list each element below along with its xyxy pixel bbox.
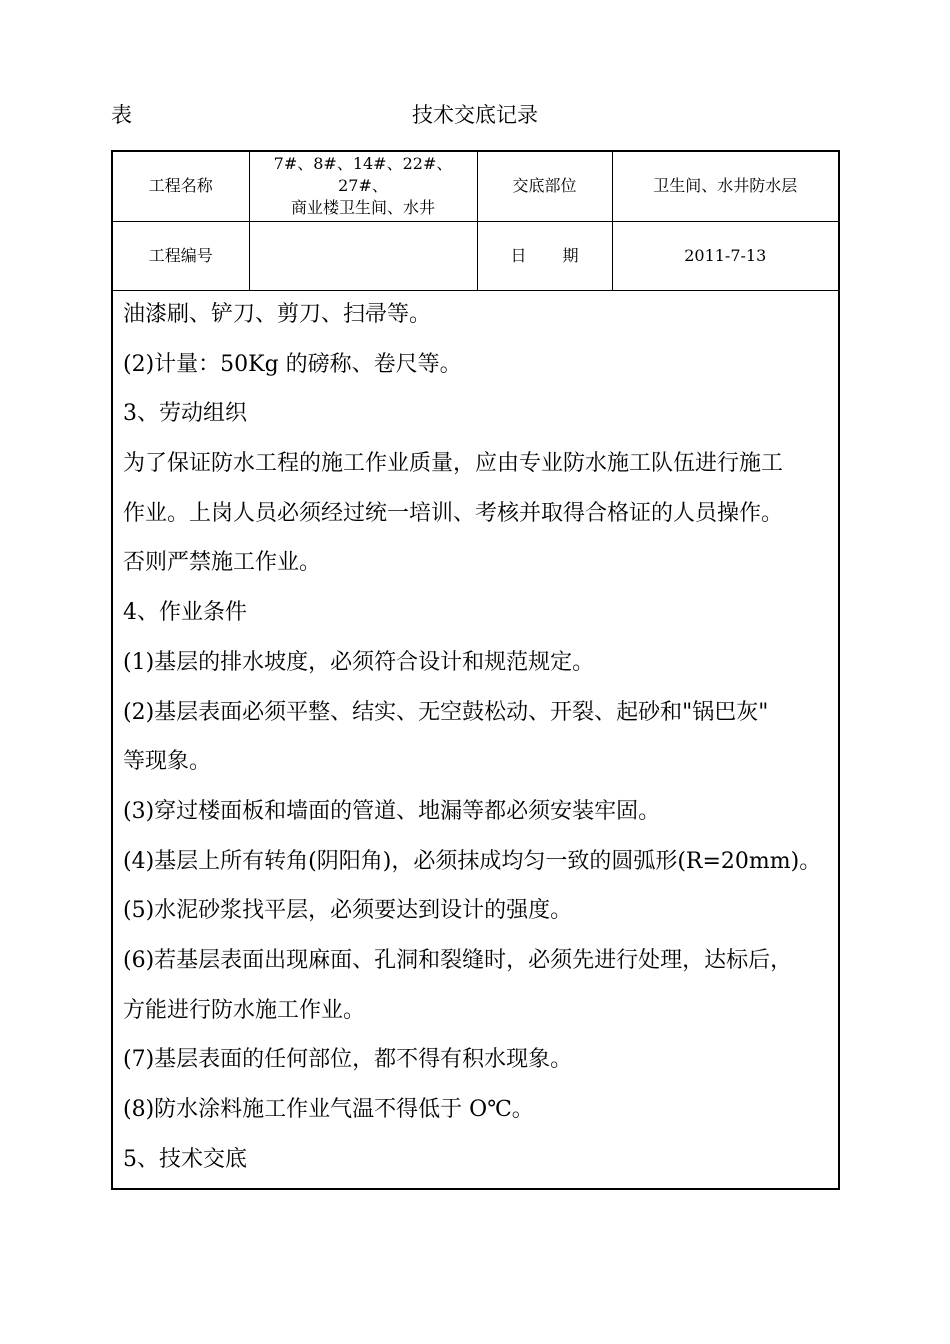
content-line: (4)基层上所有转角(阴阳角)，必须抹成均匀一致的圆弧形(R=20mm)。 [123, 848, 822, 874]
record-frame [111, 150, 840, 1190]
content-line: 作业。上岗人员必须经过统一培训、考核并取得合格证的人员操作。 [123, 500, 784, 526]
content-line: (8)防水涂料施工作业气温不得低于 O℃。 [123, 1097, 534, 1122]
project-name-label: 工程名称 [113, 152, 249, 221]
project-name-line-1: 7#、8#、14#、22#、27#、 [273, 154, 453, 196]
date-label-left: 日 [510, 245, 527, 265]
content-line: (1)基层的排水坡度，必须符合设计和规范规定。 [123, 649, 595, 675]
date-label-right: 期 [562, 245, 579, 265]
content-line: 等现象。 [123, 749, 212, 775]
project-number-label: 工程编号 [113, 221, 249, 290]
handover-area-value: 卫生间、水井防水层 [612, 152, 838, 221]
section-heading: 4、作业条件 [123, 600, 247, 626]
table-row [113, 152, 838, 221]
project-info-table [113, 152, 838, 291]
date-label [477, 221, 612, 290]
project-name-value [249, 152, 477, 221]
content-line: (7)基层表面的任何部位，都不得有积水现象。 [123, 1047, 573, 1073]
content-line: (3)穿过楼面板和墙面的管道、地漏等都必须安装牢固。 [123, 798, 661, 824]
handover-area-label: 交底部位 [477, 152, 612, 221]
content-line: (5)水泥砂浆找平层，必须要达到设计的强度。 [123, 898, 573, 924]
project-name-line-2: 商业楼卫生间、水井 [290, 198, 435, 218]
content-line: 否则严禁施工作业。 [123, 550, 322, 576]
content-line: (2)计量：50Kg 的磅称、卷尺等。 [123, 351, 462, 377]
content-line: (6)若基层表面出现麻面、孔洞和裂缝时，必须先进行处理，达标后， [123, 947, 793, 973]
content-line: 为了保证防水工程的施工作业质量，应由专业防水施工队伍进行施工 [123, 451, 784, 477]
form-label: 表 [111, 103, 132, 127]
project-number-value [249, 221, 477, 290]
content-line: (2)基层表面必须平整、结实、无空鼓松动、开裂、起砂和"锅巴灰" [123, 699, 769, 725]
content-line: 方能进行防水施工作业。 [123, 997, 366, 1023]
date-value: 2011-7-13 [612, 221, 838, 290]
section-heading: 5、技术交底 [123, 1146, 247, 1172]
handover-content [123, 290, 835, 1184]
section-heading: 3、劳动组织 [123, 401, 247, 427]
document-title: 技术交底记录 [412, 103, 538, 127]
content-line: 油漆刷、铲刀、剪刀、扫帚等。 [123, 302, 432, 327]
table-row [113, 221, 838, 290]
